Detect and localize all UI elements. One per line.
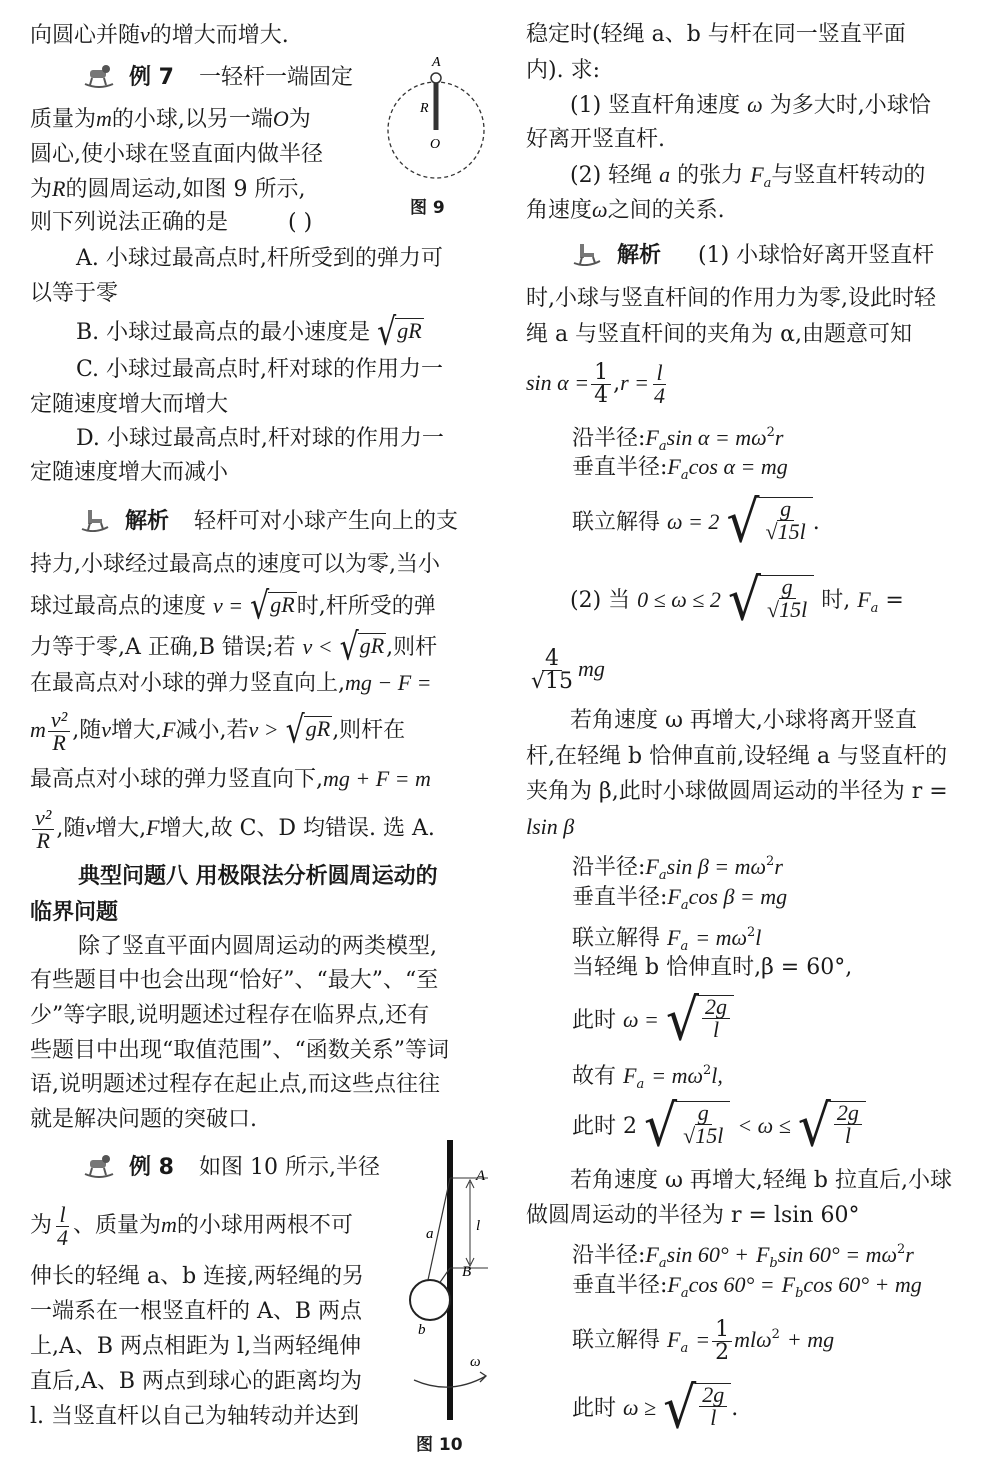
equation: 垂直半径$:F_a\cos$ α = mg [572,454,788,483]
equation: 联立解得 $F_a = m\omega^2l$ [572,925,762,954]
question-1: (1) 竖直杆角速度 ω 为多大时,小球恰 [570,92,931,118]
rocking-chair-icon [78,506,112,532]
text-line: 质量为m的小球,以另一端O为 [30,106,311,132]
analysis-label: 解析 [125,509,170,534]
equation: 故有 $F_a = m\omega^2l$, [572,1063,723,1092]
section-heading: 典型问题八 用极限法分析圆周运动的 [78,864,438,889]
option-a: 以等于零 [30,281,119,306]
vertical-rod [447,1140,453,1420]
label-b: b [418,1322,426,1338]
text-line: 上,A、B 两点相距为 l,当两轻绳伸 [30,1334,362,1359]
label-omega: ω [470,1354,481,1370]
equation: 此时 2 √ $\frac{g}{√15l}$ < ω ≤ √ $\frac{2g}{l}$ [572,1098,866,1154]
label-A: A [432,55,441,70]
text-line: 若角速度 ω 再增大,轻绳 b 拉直后,小球 [570,1168,952,1193]
question-1: 好离开竖直杆. [526,127,665,152]
figure-9 [382,50,492,190]
paragraph-line: 些题目中出现“取值范围”、“函数关系”等词 [30,1038,449,1063]
text-line: 球过最高点的速度 v = √ gR 时,杆所受的弹 [30,584,436,629]
text-line: 绳 a 与竖直杆间的夹角为 α,由题意可知 [526,322,912,347]
text-line: lsin β [526,814,575,839]
figure-10-caption: 图 10 [416,1435,463,1455]
rocking-horse-icon [82,1152,116,1178]
text-line: 一端系在一根竖直杆的 A、B 两点 [30,1299,363,1324]
section-heading: 临界问题 [30,900,119,925]
option-d: 定随速度增大而减小 [30,460,229,485]
paragraph-line: 语,说明题述过程存在起止点,而这些点往往 [30,1072,440,1097]
text-line: 内). 求: [526,58,600,83]
text-line: 持力,小球经过最高点的速度可以为零,当小 [30,552,440,577]
paragraph-line: 除了竖直平面内圆周运动的两类模型, [78,934,437,959]
text-line: 稳定时(轻绳 a、b 与杆在同一竖直平面 [526,22,906,47]
equation: 此时 ω ≥ √ $\frac{2g}{l}$ . [572,1376,739,1442]
option-b: B. 小球过最高点的最小速度是 √ gR [76,310,422,355]
equation: 垂直半径$:F_a\cos$ β = mg [572,884,788,913]
text-line: 在最高点对小球的弹力竖直向上,mg − F = [30,670,432,696]
question-2: 角速度ω之间的关系. [526,197,725,223]
figure-10 [398,1140,506,1430]
label-l: l [476,1218,481,1234]
text-line: 最高点对小球的弹力竖直向下,mg + F = m [30,766,431,792]
equation: 联立解得 ω = 2 √ $\frac{g}{√15l}$ . [572,490,820,556]
text-line: 若角速度 ω 再增大,小球将离开竖直 [570,708,917,733]
text-line: 圆心,使小球在竖直面内做半径 [30,142,323,167]
text-line: 直后,A、B 两点到球心的距离均为 [30,1369,363,1394]
text-line: 为 $\frac{l}{4}$ 、质量为m的小球用两根不可 [30,1201,353,1250]
label-B: B [462,1264,472,1280]
example-7-heading: 例 7 一轻杆一端固定 [82,62,353,93]
text-line: 为R的圆周运动,如图 9 所示, [30,176,306,202]
analysis-heading: 解析 轻杆可对小球产生向上的支 [78,506,458,537]
text-line: m $\frac{\text{v²}}{R}$ ,随v增大,F减小,若v > √ gR ,则杆在 [30,706,406,755]
equation: (2) 当 0 ≤ ω ≤ 2 √ $\frac{g}{√15l}$ 时, $F_a$ = [570,568,904,634]
example-label: 例 8 [129,1155,174,1180]
text-line: 夹角为 β,此时小球做圆周运动的半径为 r = [526,779,948,804]
rocking-chair-icon [570,240,604,266]
text-line: 向圆心并随v的增大而增大. [30,22,289,48]
figure-9-caption: 图 9 [410,198,445,218]
label-R: R [420,101,429,116]
text-line: 力等于零,A 正确,B 错误;若 v < √ gR ,则杆 [30,625,438,670]
equation: $\frac{4}{√15}$ mg [531,645,605,694]
equation: 沿半径$:F_a\sin$ $\beta = m\omega^2r$ [572,854,783,883]
equation: 沿半径$:F_a\sin$ $\alpha = m\omega^2r$ [572,425,784,454]
text-line: 当轻绳 b 恰伸直时,β = 60°, [572,955,853,980]
text-line: $\frac{\text{v²}}{R}$ ,随v增大,F增大,故 C、D 均错误. 选 A. [30,806,435,850]
ball [410,1280,450,1320]
option-c: C. 小球过最高点时,杆对球的作用力一 [76,357,444,382]
equation: sin α = $\frac{1}{4}$ ,r = $\frac{l}{4}$ [526,359,665,408]
paragraph-line: 少”等字眼,说明题述过程存在临界点,还有 [30,1003,430,1028]
label-A: A [476,1168,486,1184]
option-d: D. 小球过最高点时,杆对球的作用力一 [76,426,444,451]
text-line: 杆,在轻绳 b 恰伸直前,设轻绳 a 与竖直杆的 [526,744,948,769]
label-O: O [430,137,441,152]
paragraph-line: 有些题目中也会出现“恰好”、“最大”、“至 [30,968,439,993]
example-label: 例 7 [129,65,174,90]
option-c: 定随速度增大而增大 [30,392,229,417]
text-line: 伸长的轻绳 a、b 连接,两轻绳的另 [30,1264,365,1289]
paragraph-line: 就是解决问题的突破口. [30,1107,257,1132]
example-8-heading: 例 8 如图 10 所示,半径 [82,1152,380,1183]
text-line: 则下列说法正确的是 ( ) [30,210,313,235]
equation: 联立解得 $F_a$ = $\frac{1}{2}$ mlω$^2$ + mg [572,1316,835,1365]
question-2: (2) 轻绳 a 的张力 $F_a$与竖直杆转动的 [570,162,926,191]
text-line: l. 当竖直杆以自己为轴转动并达到 [30,1404,360,1429]
option-a: A. 小球过最高点时,杆所受到的弹力可 [76,246,443,271]
text-line: 时,小球与竖直杆间的作用力为零,设此时轻 [526,286,936,311]
ball [431,73,441,83]
label-a: a [426,1226,434,1242]
equation: 此时 ω = √ $\frac{2g}{l}$ [572,992,734,1048]
equation: 垂直半径$:F_a\cos$ $60^\circ = F_b\cos$ 60° + mg [572,1272,922,1301]
rocking-horse-icon [82,62,116,88]
text-line: 做圆周运动的半径为 r = lsin 60° [526,1203,860,1228]
analysis-label: 解析 [617,243,662,268]
equation: 沿半径$:F_a\sin$ $60^\circ + F_b\sin$ $60^\circ = m\omega^2r$ [572,1242,914,1271]
analysis-heading: 解析 (1) 小球恰好离开竖直杆 [570,240,934,271]
